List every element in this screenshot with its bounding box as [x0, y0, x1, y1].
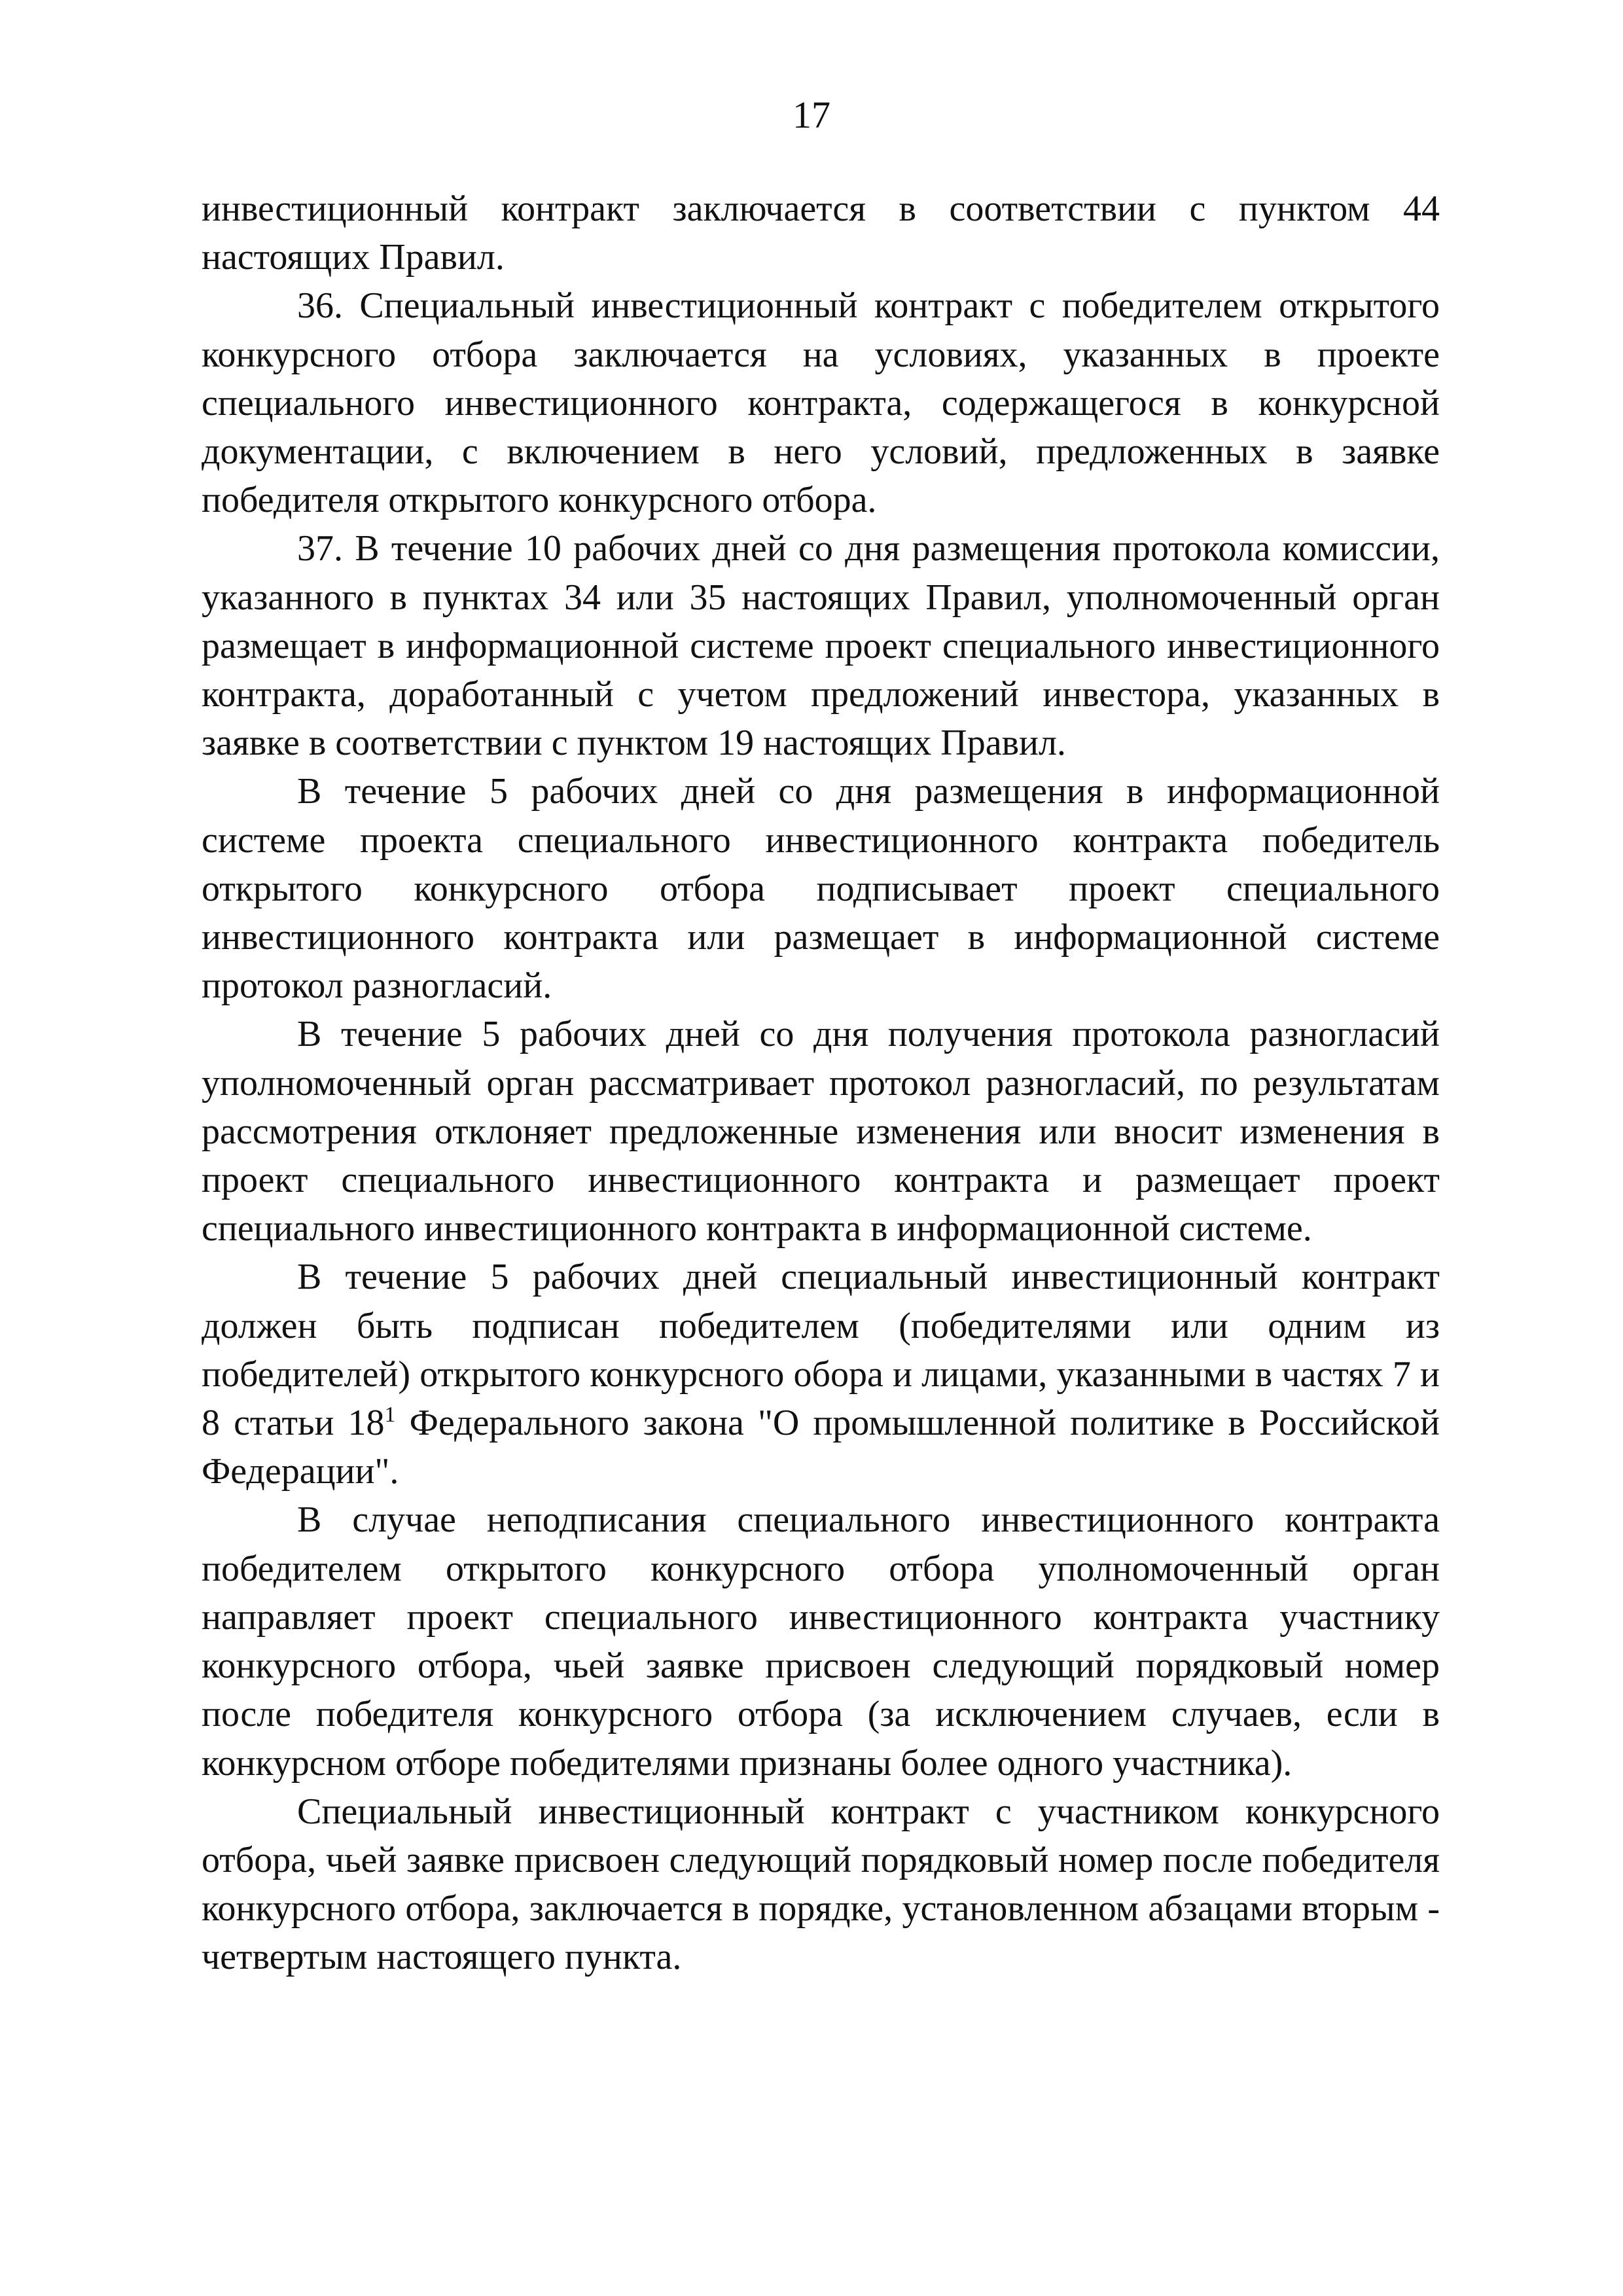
paragraph-signing-by-winner — [202, 1253, 1440, 1496]
paragraph-signing-period: В течение 5 рабочих дней со дня размещения в информационной системе проекта специального инвестиционного контракта победитель открытого конкурсного отбора подписывает проект специального инвестиционного контракта или размещает в информационной системе протокол разногласий. — [202, 771, 1440, 1007]
paragraph-signing-by-winner-text: В течение 5 рабочих дней специальный инвестиционный контракт должен быть подписан победителем (победителями или одним из победителей) открытого конкурсного обора и лицами, указанными в частях 7 и 8 статьи 18 — [202, 1257, 1440, 1444]
paragraph-clause-37: 37. В течение 10 рабочих дней со дня размещения протокола комиссии, указанного в пунктах 34 или 35 настоящих Правил, уполномоченный орган размещает в информационной системе проект специального инвестиционного контракта, доработанный с учетом предложений инвестора, указанных в заявке в соответствии с пунктом 19 настоящих Правил. — [202, 528, 1440, 764]
paragraph-continuation: инвестиционный контракт заключается в соответствии с пунктом 44 настоящих Правил. — [202, 188, 1440, 278]
article-superscript: 1 — [384, 1403, 396, 1427]
paragraph-disagreement-protocol: В течение 5 рабочих дней со дня получения протокола разногласий уполномоченный орган рассматривает протокол разногласий, по результатам рассмотрения отклоняет предложенные изменения или вносит изменения в проект специального инвестиционного контракта и размещает проект специального инвестиционного контракта в информационной системе. — [202, 1014, 1440, 1249]
paragraph-next-participant: Специальный инвестиционный контракт с участником конкурсного отбора, чьей заявке присвоен следующий порядковый номер после победителя конкурсного отбора, заключается в порядке, установленном абзацами вторым - четвертым настоящего пункта. — [202, 1791, 1440, 1978]
document-body — [202, 185, 1440, 1982]
page-number: 17 — [793, 94, 830, 136]
paragraph-non-signing: В случае неподписания специального инвестиционного контракта победителем открытого конкурсного отбора уполномоченный орган направляет проект специального инвестиционного контракта участнику конкурсного отбора, чьей заявке присвоен следующий порядковый номер после победителя конкурсного отбора (за исключением случаев, если в конкурсном отборе победителями признаны более одного участника). — [202, 1499, 1440, 1784]
paragraph-signing-by-winner-law: Федерального закона "О промышленной политике в Российской Федерации". — [202, 1403, 1440, 1492]
paragraph-clause-36: 36. Специальный инвестиционный контракт с победителем открытого конкурсного отбора заключается на условиях, указанных в проекте специального инвестиционного контракта, содержащегося в конкурсной документации, с включением в него условий, предложенных в заявке победителя открытого конкурсного отбора. — [202, 285, 1440, 521]
